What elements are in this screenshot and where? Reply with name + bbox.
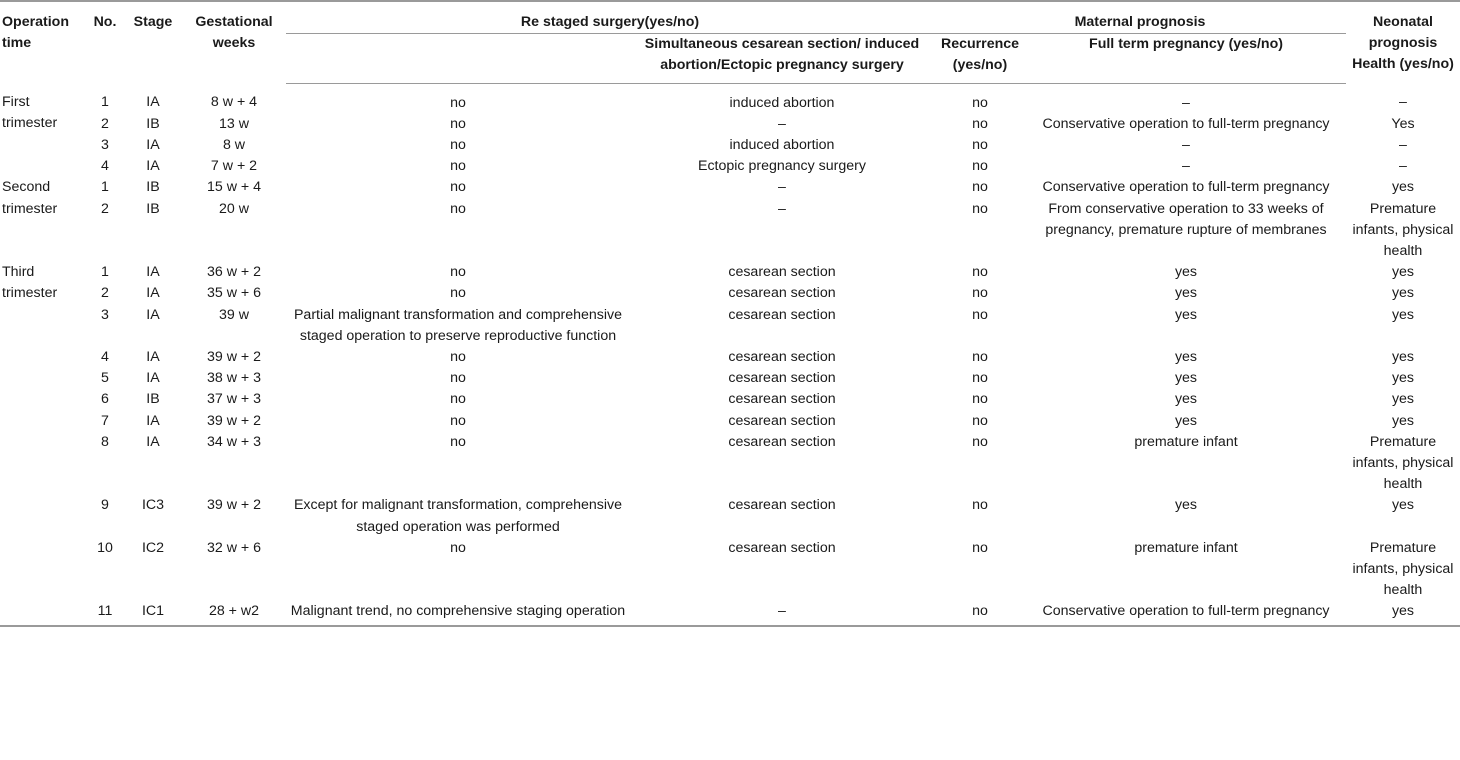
- cell-simultaneous-surgery: –: [778, 115, 786, 132]
- cell-recurrence: no: [972, 94, 988, 111]
- cell-re-staged-surgery: no: [450, 412, 466, 429]
- cell-stage: IB: [146, 200, 160, 217]
- cell-no: 8: [101, 433, 109, 450]
- cell-re-staged-surgery: Except for malignant transformation, comprehensive staged operation was performed: [293, 497, 623, 535]
- cell-re-staged-surgery: no: [450, 179, 466, 196]
- cell-recurrence: no: [972, 603, 988, 620]
- cell-simultaneous-surgery: –: [778, 179, 786, 196]
- cell-recurrence: no: [972, 179, 988, 196]
- cell-neonatal-prognosis: Premature infants, physical health: [1352, 433, 1454, 493]
- header-re-staged-surgery: Re staged surgery(yes/no): [286, 2, 934, 34]
- cell-gestational-weeks: 39 w: [219, 306, 249, 323]
- cell-stage: IA: [146, 94, 160, 111]
- cell-full-term-pregnancy: yes: [1174, 306, 1198, 323]
- cell-simultaneous-surgery: induced abortion: [729, 94, 835, 111]
- cell-gestational-weeks: 39 w + 2: [206, 497, 262, 514]
- cell-operation-time: Third trimester: [2, 264, 58, 302]
- cell-full-term-pregnancy: yes: [1174, 497, 1198, 514]
- cell-neonatal-prognosis: Premature infants, physical health: [1352, 200, 1454, 260]
- cell-full-term-pregnancy: premature infant: [1134, 539, 1238, 556]
- cell-re-staged-surgery: no: [450, 370, 466, 387]
- cell-gestational-weeks: 39 w + 2: [206, 412, 262, 429]
- cell-stage: IB: [146, 179, 160, 196]
- cell-no: 1: [101, 94, 109, 111]
- cell-stage: IA: [146, 433, 160, 450]
- header-stage: Stage: [133, 14, 173, 30]
- cell-no: 3: [101, 306, 109, 323]
- cell-simultaneous-surgery: cesarean section: [728, 539, 836, 556]
- cell-full-term-pregnancy: yes: [1174, 349, 1198, 366]
- cell-neonatal-prognosis: yes: [1391, 285, 1415, 302]
- cell-recurrence: no: [972, 433, 988, 450]
- cell-full-term-pregnancy: Conservative operation to full-term pregnancy: [1042, 179, 1330, 196]
- header-full-term: Full term pregnancy (yes/no): [1026, 34, 1346, 83]
- cell-neonatal-prognosis: Yes: [1391, 115, 1415, 132]
- cell-gestational-weeks: 37 w + 3: [206, 391, 262, 408]
- cell-recurrence: no: [972, 497, 988, 514]
- header-re-staged-blank: [286, 34, 630, 83]
- cell-simultaneous-surgery: cesarean section: [728, 285, 836, 302]
- cell-re-staged-surgery: Partial malignant transformation and comprehensive staged operation to preserve reproductive function: [293, 306, 623, 344]
- cell-re-staged-surgery: no: [450, 158, 466, 175]
- cell-stage: IA: [146, 137, 160, 154]
- table-row: [0, 177, 1460, 198]
- cell-no: 3: [101, 137, 109, 154]
- cell-recurrence: no: [972, 306, 988, 323]
- cell-no: 2: [101, 115, 109, 132]
- cell-neonatal-prognosis: yes: [1391, 412, 1415, 429]
- cell-re-staged-surgery: no: [450, 94, 466, 111]
- cell-simultaneous-surgery: cesarean section: [728, 306, 836, 323]
- cell-gestational-weeks: 7 w + 2: [210, 158, 258, 175]
- cell-gestational-weeks: 15 w + 4: [206, 179, 262, 196]
- cell-no: 4: [101, 158, 109, 175]
- cell-full-term-pregnancy: Conservative operation to full-term pregnancy: [1042, 603, 1330, 620]
- cell-re-staged-surgery: no: [450, 137, 466, 154]
- cell-neonatal-prognosis: yes: [1391, 370, 1415, 387]
- cell-recurrence: no: [972, 158, 988, 175]
- cell-stage: IA: [146, 412, 160, 429]
- cell-recurrence: no: [972, 349, 988, 366]
- cell-simultaneous-surgery: cesarean section: [728, 370, 836, 387]
- cell-neonatal-prognosis: –: [1399, 137, 1407, 154]
- table-row: [0, 368, 1460, 389]
- cell-stage: IA: [146, 370, 160, 387]
- cell-full-term-pregnancy: yes: [1174, 285, 1198, 302]
- table-row: [0, 495, 1460, 537]
- cell-no: 1: [101, 179, 109, 196]
- cell-re-staged-surgery: no: [450, 285, 466, 302]
- header-recurrence: Recurrence (yes/no): [934, 34, 1026, 83]
- cell-simultaneous-surgery: cesarean section: [728, 391, 836, 408]
- cell-gestational-weeks: 39 w + 2: [206, 349, 262, 366]
- table-row: [0, 432, 1460, 496]
- cell-no: 1: [101, 264, 109, 281]
- header-simultaneous: Simultaneous cesarean section/ induced abortion/Ectopic pregnancy surgery: [630, 34, 934, 83]
- cell-re-staged-surgery: no: [450, 264, 466, 281]
- cell-simultaneous-surgery: induced abortion: [729, 137, 835, 154]
- table-row: [0, 411, 1460, 432]
- cell-recurrence: no: [972, 539, 988, 556]
- cell-full-term-pregnancy: yes: [1174, 391, 1198, 408]
- table-row: [0, 601, 1460, 625]
- table-body: [0, 83, 1460, 626]
- table-header: [0, 1, 1460, 83]
- cell-gestational-weeks: 36 w + 2: [206, 264, 262, 281]
- table-row: [0, 114, 1460, 135]
- cell-no: 9: [101, 497, 109, 514]
- cell-neonatal-prognosis: yes: [1391, 497, 1415, 514]
- cell-neonatal-prognosis: yes: [1391, 264, 1415, 281]
- cell-recurrence: no: [972, 370, 988, 387]
- cell-stage: IA: [146, 285, 160, 302]
- header-no: No.: [93, 14, 117, 30]
- cell-no: 10: [97, 539, 113, 556]
- header-gestational-weeks: Gestational weeks: [195, 14, 273, 52]
- table-row: [0, 156, 1460, 177]
- cell-stage: IB: [146, 391, 160, 408]
- header-maternal-prognosis: Maternal prognosis: [934, 2, 1346, 34]
- cell-recurrence: no: [972, 264, 988, 281]
- cell-simultaneous-surgery: Ectopic pregnancy surgery: [698, 158, 866, 175]
- cell-simultaneous-surgery: cesarean section: [728, 264, 836, 281]
- cell-stage: IC1: [141, 603, 165, 620]
- cell-gestational-weeks: 13 w: [219, 115, 249, 132]
- table-row: [0, 135, 1460, 156]
- cell-full-term-pregnancy: From conservative operation to 33 weeks of pregnancy, premature rupture of membranes: [1045, 200, 1327, 238]
- cell-no: 6: [101, 391, 109, 408]
- table-row: [0, 305, 1460, 347]
- cell-full-term-pregnancy: –: [1182, 94, 1190, 111]
- cell-stage: IA: [146, 349, 160, 366]
- header-neonatal-prognosis: Neonatal prognosis Health (yes/no): [1352, 14, 1454, 73]
- cell-no: 2: [101, 285, 109, 302]
- cell-simultaneous-surgery: –: [778, 200, 786, 217]
- cell-re-staged-surgery: no: [450, 391, 466, 408]
- cell-no: 4: [101, 349, 109, 366]
- header-operation-time: Operation time: [2, 14, 70, 52]
- cell-full-term-pregnancy: Conservative operation to full-term pregnancy: [1042, 115, 1330, 132]
- table-row: [0, 283, 1460, 304]
- table-row: [0, 538, 1460, 602]
- cell-gestational-weeks: 8 w: [222, 137, 246, 154]
- cell-full-term-pregnancy: yes: [1174, 370, 1198, 387]
- cell-recurrence: no: [972, 137, 988, 154]
- cell-gestational-weeks: 38 w + 3: [206, 370, 262, 387]
- cell-stage: IB: [146, 115, 160, 132]
- cell-full-term-pregnancy: –: [1182, 158, 1190, 175]
- cell-neonatal-prognosis: yes: [1391, 391, 1415, 408]
- table-row: [0, 199, 1460, 263]
- cell-re-staged-surgery: no: [450, 115, 466, 132]
- cell-simultaneous-surgery: –: [778, 603, 786, 620]
- table-row: [0, 83, 1460, 114]
- cell-gestational-weeks: 28 + w2: [208, 603, 260, 620]
- cell-operation-time: Second trimester: [2, 179, 58, 217]
- cell-gestational-weeks: 8 w + 4: [210, 94, 258, 111]
- cell-stage: IA: [146, 158, 160, 175]
- cell-recurrence: no: [972, 200, 988, 217]
- cell-recurrence: no: [972, 115, 988, 132]
- cell-gestational-weeks: 20 w: [219, 200, 249, 217]
- cell-neonatal-prognosis: yes: [1391, 349, 1415, 366]
- cell-stage: IC3: [141, 497, 165, 514]
- cell-stage: IA: [146, 264, 160, 281]
- cell-operation-time: First trimester: [2, 94, 58, 132]
- cell-neonatal-prognosis: –: [1399, 94, 1407, 111]
- cell-gestational-weeks: 34 w + 3: [206, 433, 262, 450]
- cell-neonatal-prognosis: –: [1399, 158, 1407, 175]
- cell-stage: IA: [146, 306, 160, 323]
- cell-recurrence: no: [972, 285, 988, 302]
- cell-re-staged-surgery: Malignant trend, no comprehensive staging operation: [290, 603, 626, 620]
- cell-gestational-weeks: 32 w + 6: [206, 539, 262, 556]
- table-row: [0, 347, 1460, 368]
- cell-recurrence: no: [972, 391, 988, 408]
- cell-re-staged-surgery: no: [450, 349, 466, 366]
- cell-recurrence: no: [972, 412, 988, 429]
- cell-gestational-weeks: 35 w + 6: [206, 285, 262, 302]
- cell-neonatal-prognosis: yes: [1391, 179, 1415, 196]
- cell-neonatal-prognosis: yes: [1391, 306, 1415, 323]
- cell-full-term-pregnancy: yes: [1174, 264, 1198, 281]
- cell-full-term-pregnancy: –: [1182, 137, 1190, 154]
- cell-simultaneous-surgery: cesarean section: [728, 412, 836, 429]
- cell-re-staged-surgery: no: [450, 433, 466, 450]
- table-row: [0, 262, 1460, 283]
- cell-full-term-pregnancy: yes: [1174, 412, 1198, 429]
- cell-no: 7: [101, 412, 109, 429]
- cell-stage: IC2: [141, 539, 165, 556]
- cell-neonatal-prognosis: Premature infants, physical health: [1352, 539, 1454, 599]
- cell-simultaneous-surgery: cesarean section: [728, 497, 836, 514]
- table-row: [0, 389, 1460, 410]
- cell-no: 2: [101, 200, 109, 217]
- cell-simultaneous-surgery: cesarean section: [728, 349, 836, 366]
- cell-no: 11: [97, 603, 113, 620]
- cell-full-term-pregnancy: premature infant: [1134, 433, 1238, 450]
- cell-neonatal-prognosis: yes: [1391, 603, 1415, 620]
- cell-no: 5: [101, 370, 109, 387]
- cell-re-staged-surgery: no: [450, 539, 466, 556]
- cell-re-staged-surgery: no: [450, 200, 466, 217]
- cell-simultaneous-surgery: cesarean section: [728, 433, 836, 450]
